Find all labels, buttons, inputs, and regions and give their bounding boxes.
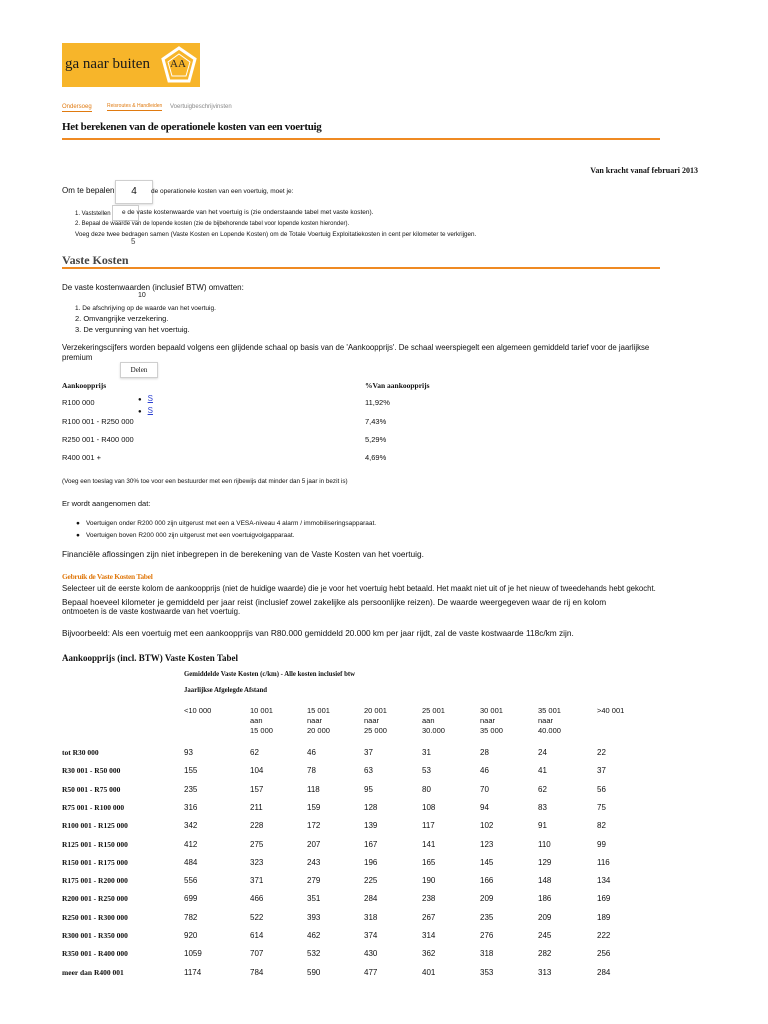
cost-cell: 462 xyxy=(307,931,321,940)
cost-cell: 466 xyxy=(250,894,264,903)
cost-cell: 243 xyxy=(307,858,321,867)
cost-cell: 134 xyxy=(597,876,611,885)
pct-row-2: 7,43% xyxy=(365,417,387,426)
cost-cell: 189 xyxy=(597,913,611,922)
usage-p2b: ontmoeten is de vaste kostwaarde van het voertuig. xyxy=(62,607,241,616)
distance-column-header: >40 001 xyxy=(597,706,625,715)
breadcrumb-item-2[interactable]: Reisroutes & Handleiden xyxy=(107,103,163,109)
cost-cell: 275 xyxy=(250,840,264,849)
cost-cell: 62 xyxy=(250,748,259,757)
cost-cell: 393 xyxy=(307,913,321,922)
cost-cell: 316 xyxy=(184,803,198,812)
cost-row-label: R350 001 - R400 000 xyxy=(62,949,128,958)
cost-row-label: meer dan R400 001 xyxy=(62,968,124,977)
cost-cell: 22 xyxy=(597,748,606,757)
vaste-lead: De vaste kostenwaarden (inclusief BTW) omvatten: xyxy=(62,283,244,292)
assumption-1: ● Voertuigen onder R200 000 zijn uitgerust met een a VESA-niveau 4 alarm / immobiliseringsapparaat. xyxy=(76,520,377,527)
finance-note: Financiële aflossingen zijn niet inbegrepen in de berekening van de Vaste Kosten van het voertuig. xyxy=(62,549,424,559)
cost-cell: 169 xyxy=(597,894,611,903)
price-row-1: R100 000 xyxy=(62,398,95,407)
cost-cell: 28 xyxy=(480,748,489,757)
cost-cell: 256 xyxy=(597,949,611,958)
cost-cell: 374 xyxy=(364,931,378,940)
cost-row-label: tot R30 000 xyxy=(62,748,99,757)
cost-cell: 196 xyxy=(364,858,378,867)
cost-cell: 159 xyxy=(307,803,321,812)
join-text: Voeg deze twee bedragen samen (Vaste Kosten en Lopende Kosten) om de Totale Voertuig Exploitatiekosten in cent per kilometer te verkrijgen. xyxy=(75,231,477,238)
cost-cell: 78 xyxy=(307,766,316,775)
cost-cell: 93 xyxy=(184,748,193,757)
intro-prefix: Om te bepalen xyxy=(62,186,115,195)
cost-cell: 104 xyxy=(250,766,264,775)
pct-row-1: 11,92% xyxy=(365,398,390,407)
cost-cell: 276 xyxy=(480,931,494,940)
cost-cell: 371 xyxy=(250,876,264,885)
step1-label: 1. Vaststellen xyxy=(75,211,111,217)
cost-cell: 118 xyxy=(307,785,320,794)
step2-text: 2. Bepaal de waarde van de lopende kosten (zie de bijbehorende tabel voor lopende kosten hieronder). xyxy=(75,221,350,227)
cost-cell: 31 xyxy=(422,748,431,757)
cost-cell: 782 xyxy=(184,913,198,922)
price-row-4: R400 001 + xyxy=(62,453,101,462)
cost-cell: 80 xyxy=(422,785,431,794)
distance-column-header: <10 000 xyxy=(184,706,212,715)
distance-column-header: 20 000 xyxy=(307,726,330,735)
cost-cell: 62 xyxy=(538,785,547,794)
cost-cell: 590 xyxy=(307,968,321,977)
cost-cell: 145 xyxy=(480,858,494,867)
pct-row-4: 4,69% xyxy=(365,453,387,462)
cost-cell: 1059 xyxy=(184,949,202,958)
cost-cell: 484 xyxy=(184,858,198,867)
cost-cell: 318 xyxy=(364,913,378,922)
logo-text: ga naar buiten xyxy=(65,56,150,72)
cost-cell: 209 xyxy=(538,913,552,922)
cost-row-label: R250 001 - R300 000 xyxy=(62,913,128,922)
usage-example: Bijvoorbeeld: Als een voertuig met een aankoopprijs van R80.000 gemiddeld 20.000 km per jaar rijdt, zal de vaste kostwaarde 118c/km zijn. xyxy=(62,628,574,638)
cost-cell: 117 xyxy=(422,821,435,830)
cost-cell: 24 xyxy=(538,748,547,757)
cost-cell: 56 xyxy=(597,785,606,794)
cost-cell: 207 xyxy=(307,840,321,849)
cost-cell: 1174 xyxy=(184,968,202,977)
price-row-3: R250 001 - R400 000 xyxy=(62,435,134,444)
distance-column-header: 15 001 xyxy=(307,706,330,715)
cost-table-subtitle: Gemiddelde Vaste Kosten (c/km) - Alle kosten inclusief btw xyxy=(184,671,356,678)
distance-column-header: naar xyxy=(364,716,380,725)
distance-column-header: 35 000 xyxy=(480,726,503,735)
share-link-2[interactable]: S xyxy=(147,406,153,415)
distance-column-header: 25 000 xyxy=(364,726,387,735)
cost-cell: 556 xyxy=(184,876,198,885)
cost-cell: 313 xyxy=(538,968,552,977)
cost-cell: 75 xyxy=(597,803,606,812)
cost-cell: 83 xyxy=(538,803,547,812)
intro-suffix: de operationele kosten van een voertuig, moet je: xyxy=(151,188,294,195)
cost-cell: 110 xyxy=(538,840,551,849)
cost-cell: 209 xyxy=(480,894,494,903)
cost-row-label: R125 001 - R150 000 xyxy=(62,840,128,849)
distance-label: Jaarlijkse Afgelegde Afstand xyxy=(184,687,268,694)
page-number-box[interactable]: 4 xyxy=(115,180,153,204)
cost-cell: 155 xyxy=(184,766,198,775)
price-col-header: Aankoopprijs xyxy=(62,381,107,390)
share-links: ● S ● S xyxy=(138,394,153,415)
cost-cell: 102 xyxy=(480,821,494,830)
cost-cell: 222 xyxy=(597,931,611,940)
cost-cell: 532 xyxy=(307,949,321,958)
cost-cell: 99 xyxy=(597,840,606,849)
cost-cell: 94 xyxy=(480,803,489,812)
distance-column-header: 30 001 xyxy=(480,706,503,715)
cost-cell: 225 xyxy=(364,876,378,885)
distance-column-header: aan xyxy=(250,716,263,725)
cost-cell: 235 xyxy=(184,785,198,794)
cost-row-label: R75 001 - R100 000 xyxy=(62,803,125,812)
cost-cell: 91 xyxy=(538,821,547,830)
cost-cell: 238 xyxy=(422,894,436,903)
assumption-2: ● Voertuigen boven R200 000 zijn uitgerust met een voertuigvolgapparaat. xyxy=(76,532,295,539)
cost-cell: 165 xyxy=(422,858,436,867)
distance-column-header: naar xyxy=(538,716,554,725)
breadcrumb-item-1[interactable]: Ondersoeg xyxy=(62,104,92,110)
distance-column-header: 10 001 xyxy=(250,706,273,715)
usage-p1: Selecteer uit de eerste kolom de aankoopprijs (niet de huidige waarde) die je voor het voertuig hebt betaald. Het maakt niet uit of je het nieuw of tweedehands hebt gekocht. xyxy=(62,584,656,593)
share-button[interactable]: Delen xyxy=(120,362,158,378)
cost-cell: 282 xyxy=(538,949,552,958)
cost-row-label: R150 001 - R175 000 xyxy=(62,858,128,867)
cost-cell: 284 xyxy=(364,894,378,903)
step1-text: e de vaste kostenwaarde van het voertuig is (zie onderstaande tabel met vaste kosten). xyxy=(122,209,374,216)
section-heading-vaste-kosten: Vaste Kosten xyxy=(62,253,129,267)
cost-cell: 353 xyxy=(480,968,494,977)
cost-cell: 351 xyxy=(307,894,321,903)
surcharge-note: (Voeg een toeslag van 30% toe voor een bestuurder met een rijbewijs dat minder dan 5 jaar in bezit is) xyxy=(62,478,348,485)
cost-cell: 167 xyxy=(364,840,378,849)
cost-cell: 279 xyxy=(307,876,321,885)
title-divider xyxy=(62,138,660,140)
price-row-2: R100 001 - R250 000 xyxy=(62,417,134,426)
aa-badge-text: AA xyxy=(170,58,186,70)
cost-cell: 172 xyxy=(307,821,321,830)
distance-column-header: 25 001 xyxy=(422,706,445,715)
cost-cell: 37 xyxy=(364,748,373,757)
cost-cell: 46 xyxy=(480,766,489,775)
cost-cell: 284 xyxy=(597,968,611,977)
cost-cell: 116 xyxy=(597,858,610,867)
distance-column-header: 40.000 xyxy=(538,726,561,735)
vaste-item-1: 1. De afschrijving op de waarde van het voertuig. xyxy=(75,305,216,312)
vaste-item-3: 3. De vergunning van het voertuig. xyxy=(75,325,190,334)
insurance-note: Verzekeringscijfers worden bepaald volgens een glijdende schaal op basis van de 'Aankoopprijs'. De schaal weerspiegelt een algemeen gemiddeld tarief voor de jaarlijkse premium xyxy=(62,343,650,362)
breadcrumb-item-3[interactable]: Voertuigbeschrijvinsten xyxy=(170,104,232,110)
distance-column-header: aan xyxy=(422,716,435,725)
cost-cell: 707 xyxy=(250,949,264,958)
cost-cell: 41 xyxy=(538,766,547,775)
cost-cell: 70 xyxy=(480,785,489,794)
distance-column-header: 35 001 xyxy=(538,706,561,715)
cost-row-label: R200 001 - R250 000 xyxy=(62,894,128,903)
cost-cell: 37 xyxy=(597,766,606,775)
assumed-label: Er wordt aangenomen dat: xyxy=(62,499,151,508)
cost-cell: 63 xyxy=(364,766,373,775)
cost-cell: 920 xyxy=(184,931,198,940)
share-link-1[interactable]: S xyxy=(147,394,153,403)
cost-cell: 323 xyxy=(250,858,264,867)
distance-column-header: 15 000 xyxy=(250,726,273,735)
cost-cell: 186 xyxy=(538,894,552,903)
breadcrumb xyxy=(62,104,92,110)
cost-cell: 318 xyxy=(480,949,494,958)
cost-cell: 166 xyxy=(480,876,494,885)
cost-cell: 46 xyxy=(307,748,316,757)
usage-heading: Gebruik de Vaste Kosten Tabel xyxy=(62,572,153,581)
cost-cell: 784 xyxy=(250,968,264,977)
cost-cell: 314 xyxy=(422,931,436,940)
cost-row-label: R100 001 - R125 000 xyxy=(62,821,128,830)
cost-cell: 522 xyxy=(250,913,264,922)
cost-cell: 211 xyxy=(250,803,263,812)
cost-cell: 123 xyxy=(480,840,494,849)
vaste-item-2: 2. Omvangrijke verzekering. xyxy=(75,314,169,323)
cost-cell: 95 xyxy=(364,785,373,794)
distance-column-header: naar xyxy=(480,716,496,725)
cost-cell: 128 xyxy=(364,803,378,812)
pct-row-3: 5,29% xyxy=(365,435,387,444)
cost-cell: 401 xyxy=(422,968,436,977)
cost-cell: 412 xyxy=(184,840,198,849)
cost-cell: 82 xyxy=(597,821,606,830)
cost-cell: 235 xyxy=(480,913,494,922)
effective-date: Van kracht vanaf februari 2013 xyxy=(590,166,698,175)
cost-cell: 362 xyxy=(422,949,436,958)
cost-row-label: R300 001 - R350 000 xyxy=(62,931,128,940)
cost-cell: 53 xyxy=(422,766,431,775)
section-divider xyxy=(62,267,660,269)
cost-cell: 148 xyxy=(538,876,552,885)
cost-cell: 157 xyxy=(250,785,264,794)
usage-p2a: Bepaal hoeveel kilometer je gemiddeld per jaar reist (inclusief zowel zakelijke als persoonlijke reizen). De waarde weergegeven waar de rij en kolom xyxy=(62,597,607,607)
cost-cell: 614 xyxy=(250,931,264,940)
cost-row-label: R50 001 - R75 000 xyxy=(62,785,121,794)
cost-cell: 430 xyxy=(364,949,378,958)
distance-column-header: naar xyxy=(307,716,323,725)
page-marker: 5 xyxy=(131,237,136,246)
cost-cell: 141 xyxy=(422,840,436,849)
cost-cell: 228 xyxy=(250,821,264,830)
distance-column-header: 20 001 xyxy=(364,706,387,715)
cost-cell: 190 xyxy=(422,876,436,885)
cost-row-label: R30 001 - R50 000 xyxy=(62,766,121,775)
page-title: Het berekenen van de operationele kosten van een voertuig xyxy=(62,121,322,133)
cost-cell: 245 xyxy=(538,931,552,940)
cost-cell: 108 xyxy=(422,803,436,812)
pct-col-header: %Van aankoopprijs xyxy=(365,381,430,390)
cost-cell: 699 xyxy=(184,894,198,903)
cost-row-label: R175 001 - R200 000 xyxy=(62,876,128,885)
cost-cell: 139 xyxy=(364,821,378,830)
overlay-number: 10 xyxy=(138,292,146,299)
cost-table-title: Aankoopprijs (incl. BTW) Vaste Kosten Tabel xyxy=(62,653,239,663)
cost-cell: 267 xyxy=(422,913,436,922)
cost-cell: 129 xyxy=(538,858,552,867)
distance-column-header: 30.000 xyxy=(422,726,445,735)
cost-cell: 342 xyxy=(184,821,198,830)
cost-cell: 477 xyxy=(364,968,378,977)
